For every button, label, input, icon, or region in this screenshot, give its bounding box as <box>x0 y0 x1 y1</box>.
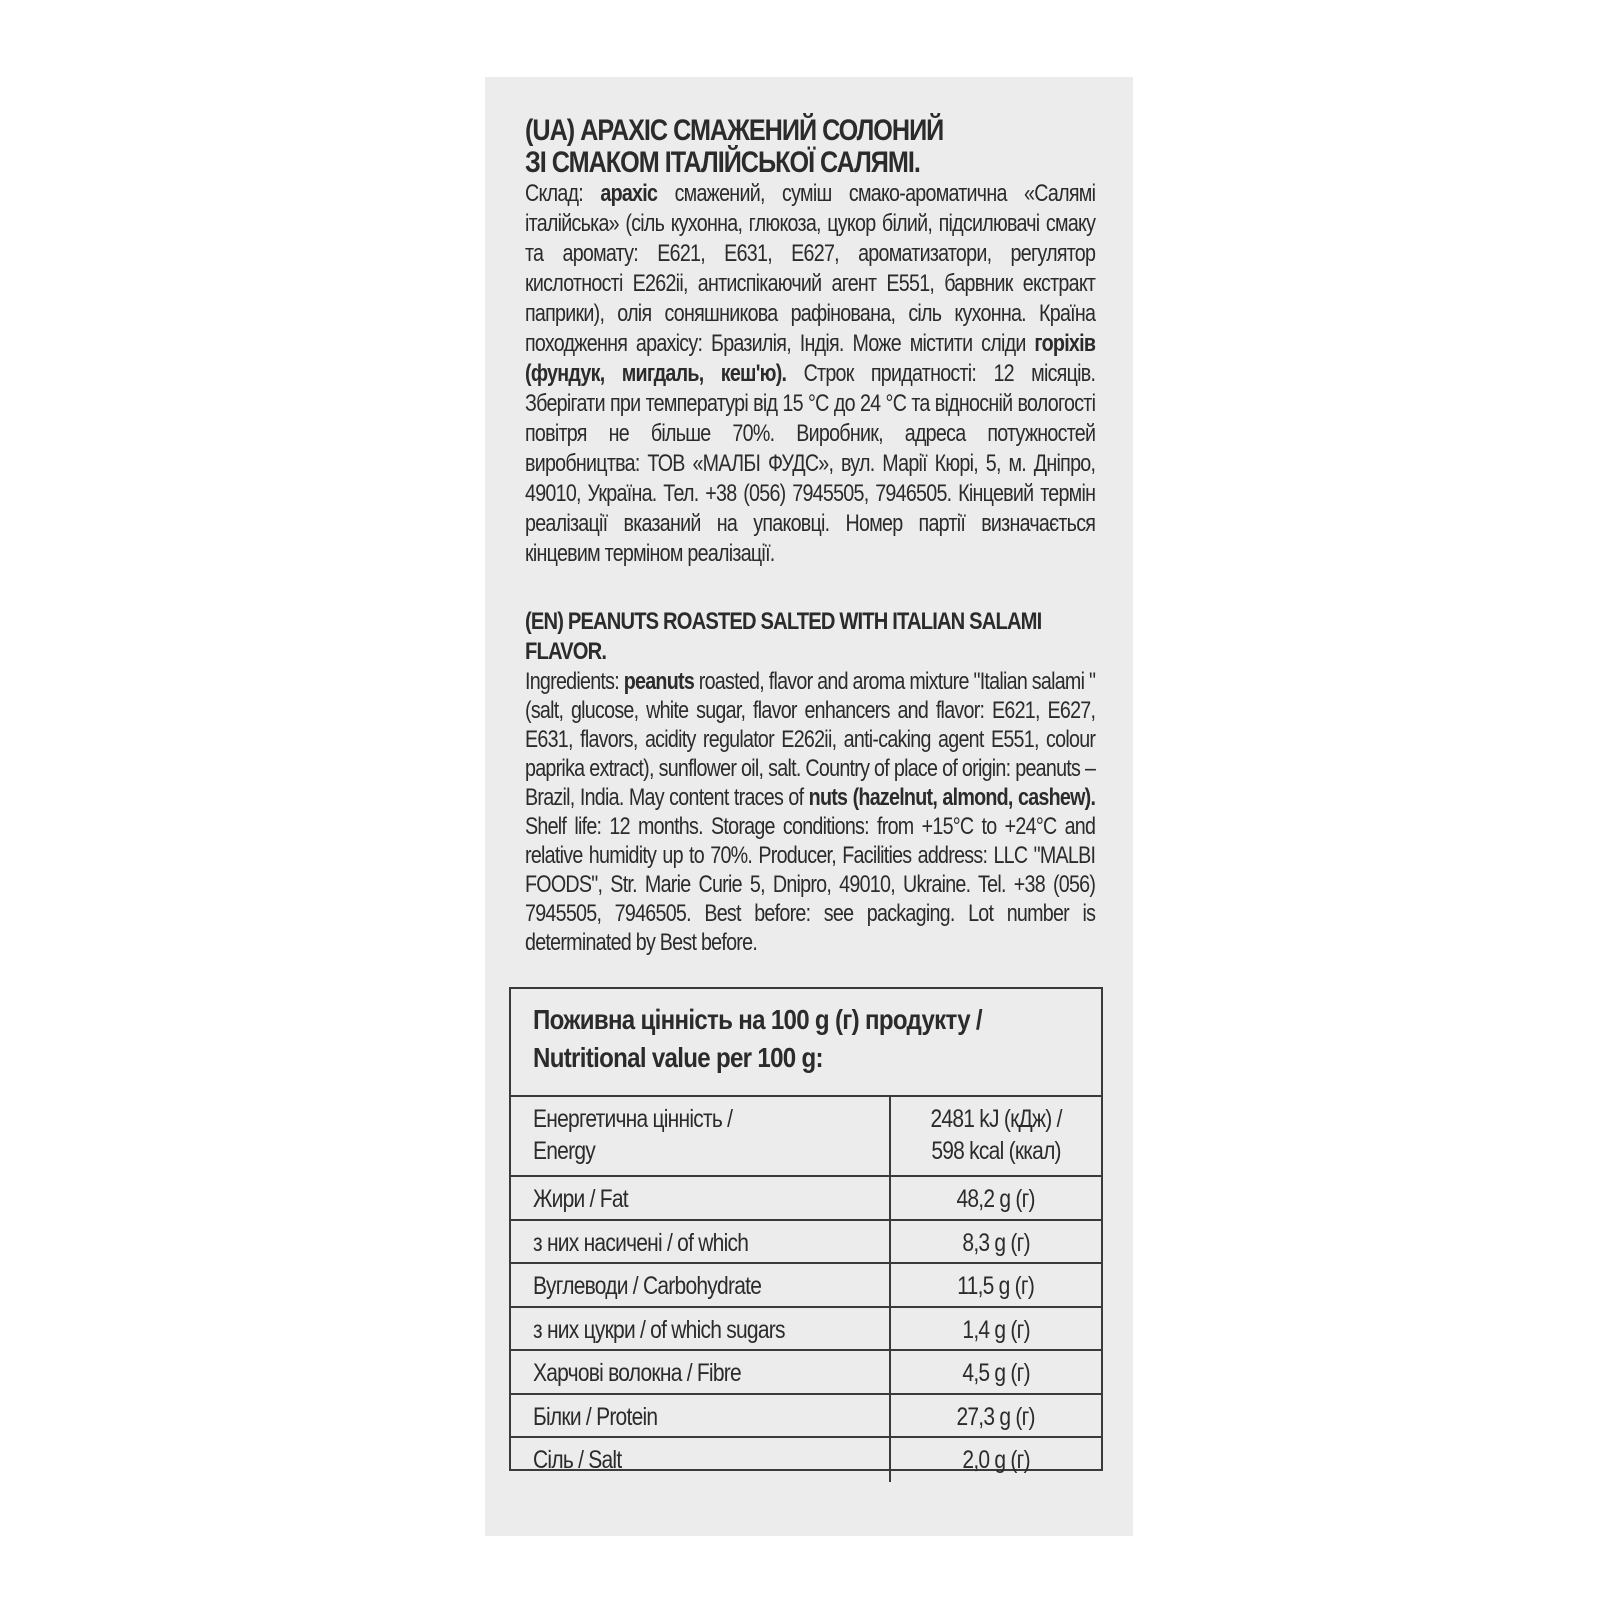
nutrition-row-salt <box>511 1438 1101 1482</box>
nutrient-value <box>891 1308 1101 1350</box>
nutrient-value-text: 8,3 g (г) <box>962 1228 1030 1257</box>
nutrition-row-energy <box>511 1097 1101 1177</box>
nutrient-name <box>511 1221 891 1263</box>
nutrient-value <box>891 1395 1101 1437</box>
nutrient-name-text: з них цукри / of which sugars <box>533 1315 785 1344</box>
nutrient-name-text: Білки / Protein <box>533 1402 658 1431</box>
nutrition-table <box>509 987 1103 1474</box>
en-text-seg5: Shelf life: 12 months. Storage conditions: from +15°C to +24°C and relative humidity up to 70%. Producer, Facilities address: LLC "MALBI FOODS", Str. Marie Curie 5, Dnipro, 49010, Ukraine. Tel. +38 (056) 7945505, 7946505. Best before: see packaging. Lot number is determinated by Best before. <box>525 813 1096 956</box>
nutrient-value <box>891 1351 1101 1393</box>
nutrient-name <box>511 1264 891 1306</box>
en-ingredients-text <box>525 667 1095 957</box>
en-text-seg3: roasted, flavor and aroma mixture "Italian salami " (salt, glucose, white sugar, flavor enhancers and flavor: E621, E627, E631, flavors, acidity regulator E262ii, anti-caking agent E551, colour paprika extract), sunflower oil, salt. Country of place of origin: peanuts – Brazil, India. May content traces of <box>525 668 1096 811</box>
en-text-seg2: peanuts <box>623 668 695 695</box>
nutrient-value-text: 1,4 g (г) <box>962 1315 1030 1344</box>
nutrition-header-line1: Поживна цінність на 100 g (г) продукту / <box>533 1004 982 1035</box>
ua-text-seg4: горіхів (фундук, мигдаль, кеш'ю). <box>525 330 1096 387</box>
en-text-seg1: Ingredients: <box>525 668 624 695</box>
nutrient-name <box>511 1177 891 1219</box>
ua-text-seg1: Склад: <box>525 180 601 207</box>
en-text-seg4: nuts (hazelnut, almond, cashew). <box>808 784 1096 811</box>
nutrient-name-text: Енергетична цінність / Energy <box>533 1105 733 1165</box>
nutrition-header-line2: Nutritional value per 100 g: <box>533 1042 823 1073</box>
nutrient-value <box>891 1221 1101 1263</box>
nutrition-row-carbohydrate <box>511 1264 1101 1308</box>
ua-heading-line2: ЗІ СМАКОМ ІТАЛІЙСЬКОЇ САЛЯМІ. <box>525 146 920 179</box>
nutrient-value <box>891 1177 1101 1219</box>
nutrient-value <box>891 1264 1101 1306</box>
ua-text-seg5: Строк придатності: 12 місяців. Зберігати при температурі від 15 °С до 24 °С та відносній вологості повітря не більше 70%. Виробник, адреса потужностей виробництва: ТОВ «МАЛБІ ФУДС», вул. Марії Кюрі, 5, м. Дніпро, 49010, Україна. Тел. +38 (056) 7945505, 7946505. Кінцевий термін реалізації вказаний на упаковці. Номер партії визначається кінцевим терміном реалізації. <box>525 360 1096 567</box>
nutrient-value-text: 4,5 g (г) <box>962 1359 1030 1387</box>
nutrient-value-text: 11,5 g (г) <box>957 1272 1035 1300</box>
ua-heading <box>525 115 1095 179</box>
nutrition-row-protein <box>511 1395 1101 1439</box>
nutrient-value-text: 27,3 g (г) <box>956 1402 1036 1431</box>
nutrient-name <box>511 1438 891 1482</box>
nutrient-name <box>511 1097 891 1175</box>
nutrient-value-text: 2,0 g (г) <box>962 1446 1030 1474</box>
nutrition-row-fibre <box>511 1351 1101 1395</box>
nutrition-row-fat <box>511 1177 1101 1221</box>
nutrient-value-text: 2481 kJ (кДж) / 598 kcal (ккал) <box>930 1105 1062 1165</box>
nutrient-name-text: з них насичені / of which <box>533 1228 749 1257</box>
nutrition-row-sugars <box>511 1308 1101 1352</box>
ua-heading-line1: (UA) АРАХІС СМАЖЕНИЙ СОЛОНИЙ <box>525 114 944 147</box>
nutrient-name-text: Жири / Fat <box>533 1185 628 1213</box>
nutrient-value <box>891 1097 1101 1175</box>
product-label <box>485 77 1133 1536</box>
nutrient-name <box>511 1395 891 1437</box>
en-section <box>525 607 1095 957</box>
nutrient-name <box>511 1351 891 1393</box>
ua-ingredients-text <box>525 179 1095 569</box>
ua-section <box>525 115 1095 569</box>
nutrition-header <box>511 989 1101 1097</box>
nutrient-value <box>891 1438 1101 1482</box>
ua-text-seg2: арахіс <box>600 180 658 207</box>
nutrient-name <box>511 1308 891 1350</box>
en-heading: (EN) PEANUTS ROASTED SALTED WITH ITALIAN SALAMI FLAVOR. <box>525 608 1042 665</box>
nutrient-name-text: Харчові волокна / Fibre <box>533 1359 741 1387</box>
nutrient-name-text: Вуглеводи / Carbohydrate <box>533 1272 762 1300</box>
nutrient-name-text: Сіль / Salt <box>533 1446 622 1474</box>
nutrition-row-saturates <box>511 1221 1101 1265</box>
ua-text-seg3: смажений, суміш смако-ароматична «Салямі італійська» (сіль кухонна, глюкоза, цукор білий, підсилювачі смаку та аромату: Е621, Е631, Е627, ароматизатори, регулятор кислотності Е262іі, антиспікаючий агент Е551, барвник екстракт паприки), олія соняшникова рафінована, сіль кухонна. Країна походження арахісу: Бразилія, Індія. Може містити сліди <box>525 180 1096 357</box>
nutrient-value-text: 48,2 g (г) <box>956 1185 1036 1213</box>
